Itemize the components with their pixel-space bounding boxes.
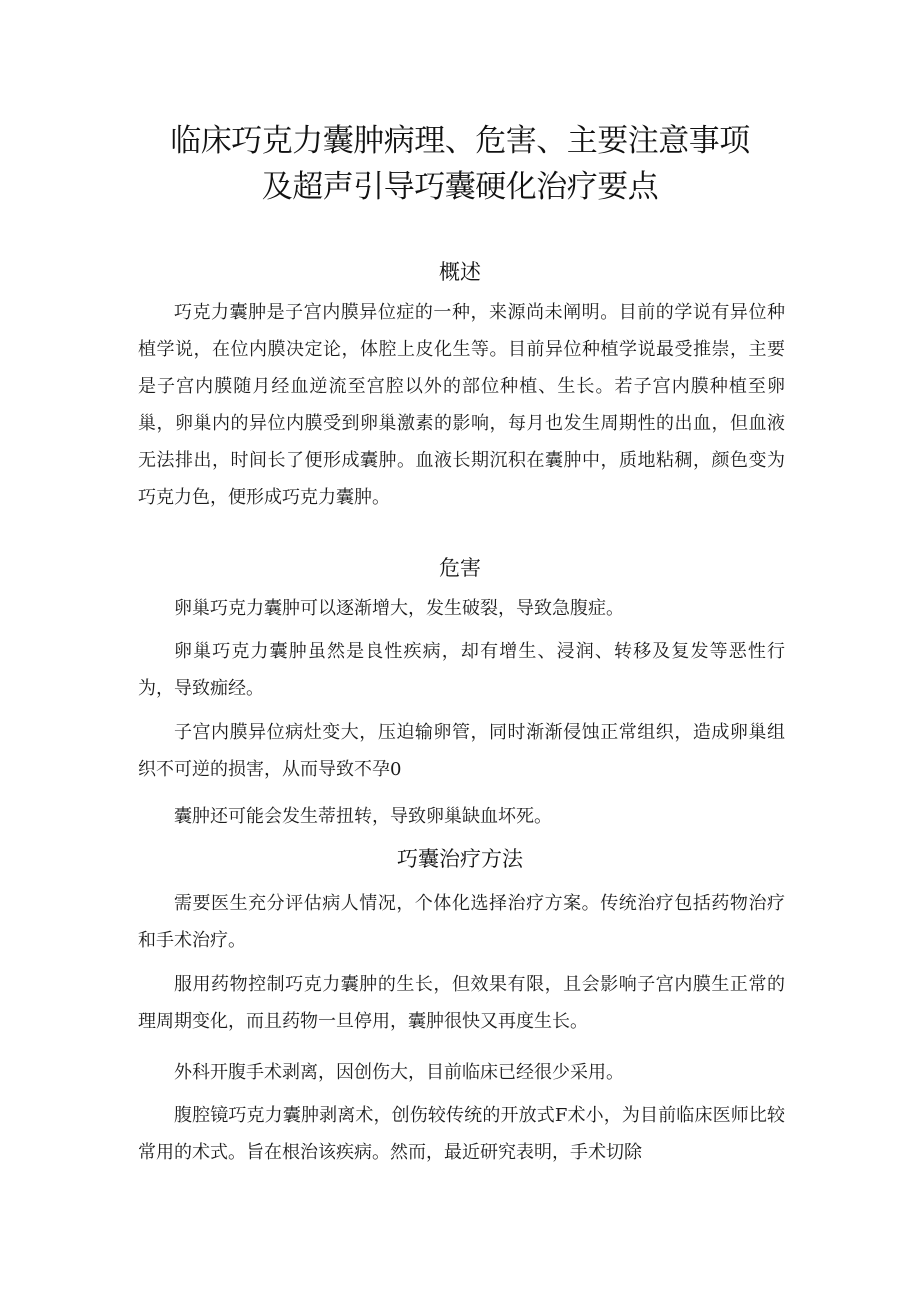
- paragraph-hazard-4: 囊肿还可能会发生蒂扭转，导致卵巢缺血坏死。: [174, 806, 552, 827]
- paragraph-hazard-2: 卵巢巧克力囊肿虽然是良性疾病，却有增生、浸润、转移及复发等恶性行为，导致痂经。: [138, 641, 785, 699]
- section-heading-hazards: 危害: [439, 556, 481, 580]
- paragraph-treatment-4: 腹腔镜巧克力囊肿剥离术，创伤较传统的开放式F术小，为目前临床医师比较常用的术式。旨在根治该疾病。然而，最近研究表明，手术切除: [138, 1105, 785, 1163]
- section-heading-treatment: 巧囊治疗方法: [397, 847, 523, 871]
- paragraph-treatment-2: 服用药物控制巧克力囊肿的生长，但效果有限，且会影响子宫内膜生正常的理周期变化，而且药物一旦停用，囊肿很快又再度生长。: [138, 974, 785, 1032]
- paragraph-overview: 巧克力囊肿是子宫内膜异位症的一种，来源尚未阐明。目前的学说有异位种植学说，在位内膜决定论，体腔上皮化生等。目前异位种植学说最受推崇，主要是子宫内膜随月经血逆流至宫腔以外的部位种植、生长。若子宫内膜种植至卵巢，卵巢内的异位内膜受到卵巢激素的影响，每月也发生周期性的出血，但血液无法排出，时间长了便形成囊肿。血液长期沉积在囊肿中，质地粘稠，颜色变为巧克力色，便形成巧克力囊肿。: [138, 302, 785, 508]
- document-title-line-1: 临床巧克力囊肿病理、危害、主要注意事项: [170, 123, 750, 159]
- section-heading-overview: 概述: [439, 260, 481, 284]
- paragraph-hazard-1: 卵巢巧克力囊肿可以逐渐增大，发生破裂，导致急腹症。: [174, 598, 624, 619]
- paragraph-treatment-1: 需要医生充分评估病人情况，个体化选择治疗方案。传统治疗包括药物治疗和手术治疗。: [138, 893, 785, 951]
- document-title-line-2: 及超声引导巧囊硬化治疗要点: [261, 169, 659, 205]
- paragraph-treatment-3: 外科开腹手术剥离，因创伤大，目前临床已经很少采用。: [174, 1062, 624, 1083]
- paragraph-hazard-3: 子宫内膜异位病灶变大，压迫输卵管，同时渐渐侵蚀正常组织，造成卵巢组织不可逆的损害，从而导致不孕0: [138, 722, 785, 780]
